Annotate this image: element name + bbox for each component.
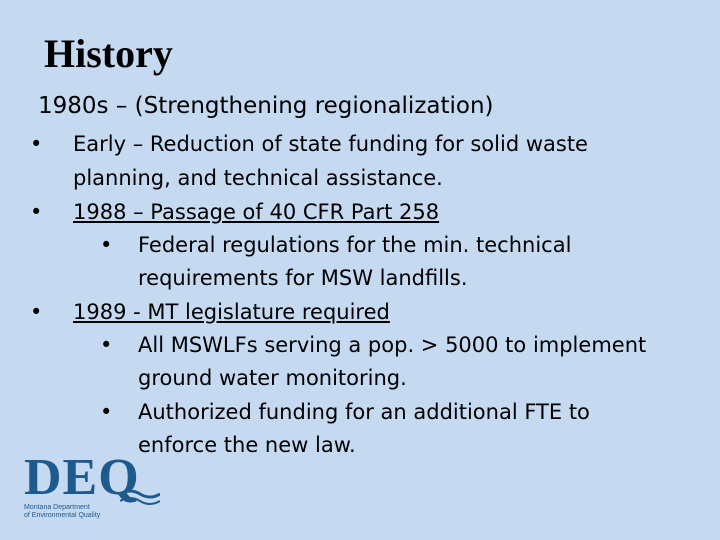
deq-caption-line-1: Montana Department — [24, 504, 90, 511]
slide-subtitle: 1980s – (Strengthening regionalization) — [38, 93, 494, 119]
bullet-1-line-1: Early – Reduction of state funding for solid waste — [73, 132, 588, 156]
bullet-glyph: • — [30, 300, 43, 324]
bullet-3-sub-2-line-1: Authorized funding for an additional FTE to — [138, 400, 590, 424]
bullet-3-line-1: 1989 - MT legislature required — [73, 300, 390, 324]
bullet-2-sub-1-line-2: requirements for MSW landfills. — [138, 266, 468, 290]
bullet-2-line-1: 1988 – Passage of 40 CFR Part 258 — [73, 200, 440, 224]
deq-logo — [24, 449, 160, 522]
bullet-3-sub-1-line-1: All MSWLFs serving a pop. > 5000 to implement — [138, 333, 647, 357]
deq-logo-letters: DEQ — [24, 449, 140, 506]
deq-caption-line-2: of Environmental Quality — [24, 512, 101, 519]
sub-bullet-glyph: • — [100, 333, 113, 357]
bullet-3-sub-1-line-2: ground water monitoring. — [138, 366, 407, 390]
bullet-3-sub-2-line-2: enforce the new law. — [138, 433, 356, 457]
sub-bullet-glyph: • — [100, 233, 113, 257]
deq-logo-caption — [24, 504, 100, 520]
bullet-2-sub-1-line-1: Federal regulations for the min. technical — [138, 233, 572, 257]
slide-title: History — [44, 31, 173, 76]
sub-bullet-glyph: • — [100, 400, 113, 424]
bullet-1-line-2: planning, and technical assistance. — [73, 166, 443, 190]
logo-wave-icon — [120, 488, 160, 508]
bullet-glyph: • — [30, 200, 43, 224]
bullet-glyph: • — [30, 132, 43, 156]
